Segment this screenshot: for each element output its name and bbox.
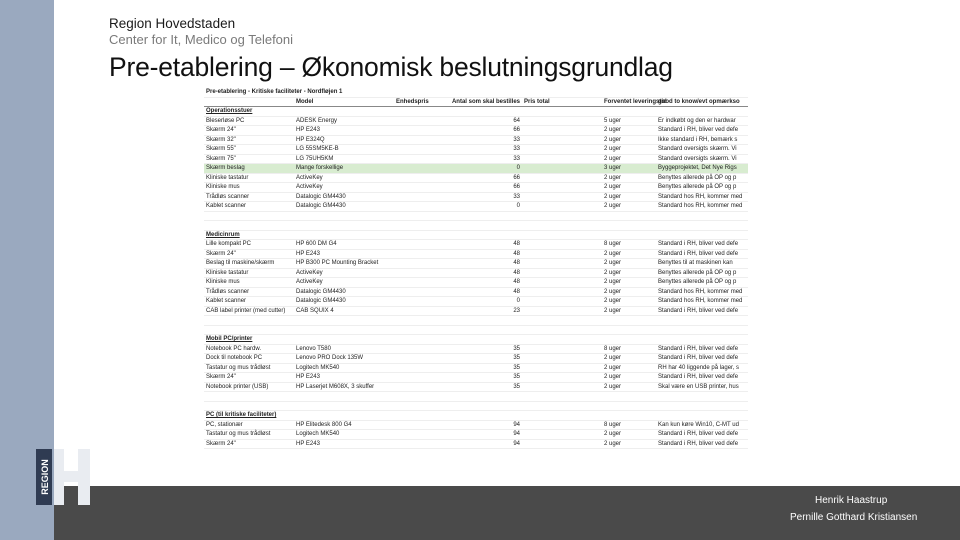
cell-model: Lenovo PRO Dock 135W (296, 355, 364, 361)
cell-item: Skærm 75" (206, 155, 236, 162)
cell-delivery-time: 2 uger (604, 307, 622, 314)
cell-delivery-time: 8 uger (604, 241, 622, 247)
cell-item: Skærm 24" (206, 250, 236, 257)
cell-notes: Standard oversigts skærm. Vi (658, 155, 737, 162)
cell-delivery-time: 2 uger (604, 440, 622, 447)
cell-model: HP Elitedesk 800 G4 (296, 421, 352, 428)
cell-notes: Standard i RH, bliver ved defe (658, 307, 739, 314)
cell-item: Kliniske mus (206, 279, 240, 285)
cell-delivery-time: 2 uger (604, 250, 622, 257)
table-row (204, 164, 748, 174)
cell-item: Kliniske tastatur (206, 269, 249, 276)
cell-model: HP E243 (296, 374, 320, 380)
cell-delivery-time: 2 uger (604, 374, 622, 380)
cell-quantity: 0 (516, 203, 520, 209)
table-row (204, 430, 748, 440)
table-row (204, 364, 748, 374)
cell-delivery-time: 2 uger (604, 288, 622, 295)
table-row (204, 250, 748, 260)
cell-notes: Standard hos RH, kommer med (658, 193, 743, 200)
cell-quantity: 48 (513, 279, 520, 285)
cell-delivery-time: 2 uger (604, 364, 622, 371)
footer-author-1: Henrik Haastrup (815, 495, 888, 506)
cell-item: Notebook PC hardw. (206, 345, 262, 352)
cell-delivery-time: 5 uger (604, 117, 622, 124)
table-row (204, 440, 748, 450)
cell-model: ActiveKey (296, 174, 323, 181)
cell-notes: Byggeprojektet, Det Nye Rigs (658, 165, 737, 171)
footer-author-2: Pernille Gotthard Kristiansen (790, 512, 918, 523)
center-name: Center for It, Medico og Telefoni (109, 32, 294, 47)
cell-quantity: 66 (513, 127, 520, 133)
cell-model: Lenovo T580 (296, 345, 331, 352)
table-row (204, 259, 748, 269)
cell-item: Kliniske mus (206, 184, 240, 190)
cell-item: Skærm 55" (206, 146, 236, 152)
logo-text: REGION (40, 459, 50, 495)
cell-model: ActiveKey (296, 269, 323, 276)
cell-item: CAB label printer (med cutter) (206, 307, 286, 314)
col-header-notes: good to know/evt opmærkso (658, 98, 740, 105)
table-row (204, 240, 748, 250)
table-row (204, 107, 748, 117)
cell-notes: Benyttes allerede på OP og p (658, 279, 737, 285)
cell-delivery-time: 8 uger (604, 345, 622, 352)
cell-model: Datalogic GM4430 (296, 193, 346, 200)
sheet-body (204, 107, 748, 449)
cell-quantity: 23 (513, 307, 520, 314)
cell-quantity: 0 (516, 298, 520, 304)
cell-notes: Standard i RH, bliver ved defe (658, 431, 739, 437)
cell-delivery-time: 3 uger (604, 165, 622, 171)
cell-delivery-time: 2 uger (604, 155, 622, 162)
table-row (204, 212, 748, 222)
table-row (204, 231, 748, 241)
sheet-header-row (204, 98, 748, 108)
table-row (204, 278, 748, 288)
cell-notes: Standard hos RH, kommer med (658, 298, 743, 304)
cell-delivery-time: 2 uger (604, 184, 622, 190)
cell-model: LG 55SM5KE-B (296, 146, 339, 152)
cell-quantity: 0 (516, 165, 520, 171)
cell-delivery-time: 2 uger (604, 260, 622, 266)
cell-item: Operationsstuer (206, 108, 253, 114)
cell-model: Mange forskellige (296, 165, 344, 171)
page-title: Pre-etablering – Økonomisk beslutningsgrundlag (109, 52, 673, 82)
cell-item: Skærm beslag (206, 165, 245, 171)
region-logo (36, 449, 90, 505)
cell-notes: Benyttes allerede på OP og p (658, 269, 737, 276)
table-row (204, 126, 748, 136)
cell-quantity: 94 (513, 421, 520, 428)
cell-notes: Ikke standard i RH, bemærk s (658, 136, 738, 143)
cell-item: Trådløs scanner (206, 288, 250, 295)
cell-item: Tastatur og mus trådløst (206, 431, 271, 437)
cell-item: Lille kompakt PC (206, 241, 252, 247)
cell-quantity: 35 (513, 383, 520, 390)
table-row (204, 174, 748, 184)
cell-item: Tastatur og mus trådløst (206, 364, 271, 371)
cell-quantity: 66 (513, 174, 520, 181)
col-header-model: Model (296, 98, 314, 105)
cell-notes: Standard i RH, bliver ved defe (658, 345, 739, 352)
cell-item: Skærm 24" (206, 127, 236, 133)
sheet-title-row (204, 88, 748, 98)
organization-name: Region Hovedstaden (109, 16, 236, 31)
table-row (204, 354, 748, 364)
cell-model: HP E243 (296, 127, 320, 133)
cell-model: HP E324Q (296, 136, 325, 143)
cell-model: Datalogic GM4430 (296, 298, 346, 304)
cell-model: ActiveKey (296, 279, 323, 285)
cell-notes: Er indkøbt og den er hardwar (658, 117, 736, 124)
cell-notes: Standard hos RH, kommer med (658, 203, 743, 209)
table-row (204, 155, 748, 165)
cell-quantity: 94 (513, 440, 520, 447)
table-row (204, 335, 748, 345)
cell-notes: Standard i RH, bliver ved defe (658, 355, 739, 361)
cell-quantity: 33 (513, 146, 520, 152)
cell-item: PC (til kritiske faciliteter) (206, 412, 277, 418)
cell-notes: Standard i RH, bliver ved defe (658, 250, 739, 257)
cell-notes: Standard i RH, bliver ved defe (658, 440, 739, 447)
cell-item: Medicinrum (206, 231, 240, 238)
cell-quantity: 64 (513, 117, 520, 124)
table-row (204, 193, 748, 203)
cell-item: Beslag til maskine/skærm (206, 260, 275, 266)
cell-model: HP 600 DM G4 (296, 241, 337, 247)
cell-item: Kablet scanner (206, 203, 247, 209)
cell-model: HP E243 (296, 250, 320, 257)
cell-quantity: 33 (513, 136, 520, 143)
cell-notes: RH har 40 liggende på lager, s (658, 364, 740, 371)
cell-quantity: 48 (513, 269, 520, 276)
cell-notes: Standard i RH, bliver ved defe (658, 241, 739, 247)
cell-notes: Standard hos RH, kommer med (658, 288, 743, 295)
table-row (204, 345, 748, 355)
table-row (204, 297, 748, 307)
cell-delivery-time: 8 uger (604, 421, 622, 428)
cell-model: LG 75UH5KM (296, 155, 334, 162)
table-row (204, 117, 748, 127)
cell-item: Notebook printer (USB) (206, 383, 269, 390)
cell-quantity: 48 (513, 260, 520, 266)
cell-quantity: 33 (513, 193, 520, 200)
cell-delivery-time: 2 uger (604, 355, 622, 361)
cell-model: Datalogic GM4430 (296, 203, 346, 209)
col-header-delivery-time: Forventet leveringstid (604, 98, 667, 105)
cell-notes: Skal være en USB printer, hus (658, 383, 739, 390)
col-header-quantity: Antal som skal bestilles (451, 98, 520, 105)
cell-delivery-time: 2 uger (604, 193, 622, 200)
cell-item: Kablet scanner (206, 298, 247, 304)
cell-delivery-time: 2 uger (604, 269, 622, 276)
table-row (204, 411, 748, 421)
table-row (204, 269, 748, 279)
cell-delivery-time: 2 uger (604, 279, 622, 285)
spreadsheet-image (204, 88, 748, 484)
cell-delivery-time: 2 uger (604, 431, 622, 437)
cell-item: Mobil PC/printer (206, 336, 253, 342)
cell-quantity: 35 (513, 364, 520, 371)
table-row (204, 421, 748, 431)
cell-model: Logitech MK540 (296, 431, 340, 437)
cell-item: PC, stationær (206, 421, 243, 428)
cell-model: HP Laserjet M608X, 3 skuffer (296, 383, 375, 390)
table-row (204, 145, 748, 155)
cell-quantity: 48 (513, 288, 520, 295)
table-row (204, 326, 748, 336)
cell-quantity: 35 (513, 374, 520, 380)
table-row (204, 183, 748, 193)
cell-item: Skærm 24" (206, 440, 236, 447)
cell-model: ActiveKey (296, 184, 323, 190)
col-header-unit-price: Enhedspris (396, 98, 429, 105)
table-row (204, 392, 748, 402)
table-row (204, 373, 748, 383)
cell-notes: Standard oversigts skærm. Vi (658, 146, 737, 152)
cell-notes: Benyttes allerede på OP og p (658, 174, 737, 181)
cell-model: Logitech MK540 (296, 364, 340, 371)
cell-delivery-time: 2 uger (604, 174, 622, 181)
cell-delivery-time: 2 uger (604, 146, 622, 152)
cell-quantity: 94 (513, 431, 520, 437)
cell-delivery-time: 2 uger (604, 383, 622, 390)
cell-item: Dock til notebook PC (206, 355, 263, 361)
cell-model: HP E243 (296, 440, 320, 447)
cell-notes: Standard i RH, bliver ved defe (658, 374, 739, 380)
cell-delivery-time: 2 uger (604, 203, 622, 209)
cell-notes: Kan kun køre Win10, C-MT ud (658, 421, 739, 428)
cell-quantity: 35 (513, 345, 520, 352)
cell-item: Bleserløse PC (206, 117, 245, 124)
table-row (204, 307, 748, 317)
cell-notes: Benyttes allerede på OP og p (658, 184, 737, 190)
cell-notes: Standard i RH, bliver ved defe (658, 127, 739, 133)
col-header-total-price: Pris total (524, 98, 550, 105)
sheet-title: Pre-etablering - Kritiske faciliteter - Nordfløjen 1 (206, 89, 343, 95)
cell-model: Datalogic GM4430 (296, 288, 346, 295)
cell-quantity: 48 (513, 250, 520, 257)
cell-model: HP B300 PC Mounting Bracket (296, 260, 379, 266)
cell-delivery-time: 2 uger (604, 136, 622, 143)
cell-notes: Benyttes til at maskinen kan (658, 260, 733, 266)
table-row (204, 383, 748, 393)
cell-quantity: 66 (513, 184, 520, 190)
table-row (204, 402, 748, 412)
cell-quantity: 48 (513, 241, 520, 247)
cell-item: Kliniske tastatur (206, 174, 249, 181)
cell-item: Trådløs scanner (206, 193, 250, 200)
cell-item: Skærm 24" (206, 374, 236, 380)
table-row (204, 202, 748, 212)
table-row (204, 136, 748, 146)
table-row (204, 316, 748, 326)
cell-model: ADESK Energy (296, 117, 338, 124)
cell-delivery-time: 2 uger (604, 127, 622, 133)
cell-model: CAB SQUIX 4 (296, 307, 334, 314)
cell-item: Skærm 32" (206, 136, 236, 143)
table-row (204, 288, 748, 298)
cell-quantity: 35 (513, 355, 520, 361)
table-row (204, 221, 748, 231)
cell-quantity: 33 (513, 155, 520, 162)
cell-delivery-time: 2 uger (604, 298, 622, 304)
